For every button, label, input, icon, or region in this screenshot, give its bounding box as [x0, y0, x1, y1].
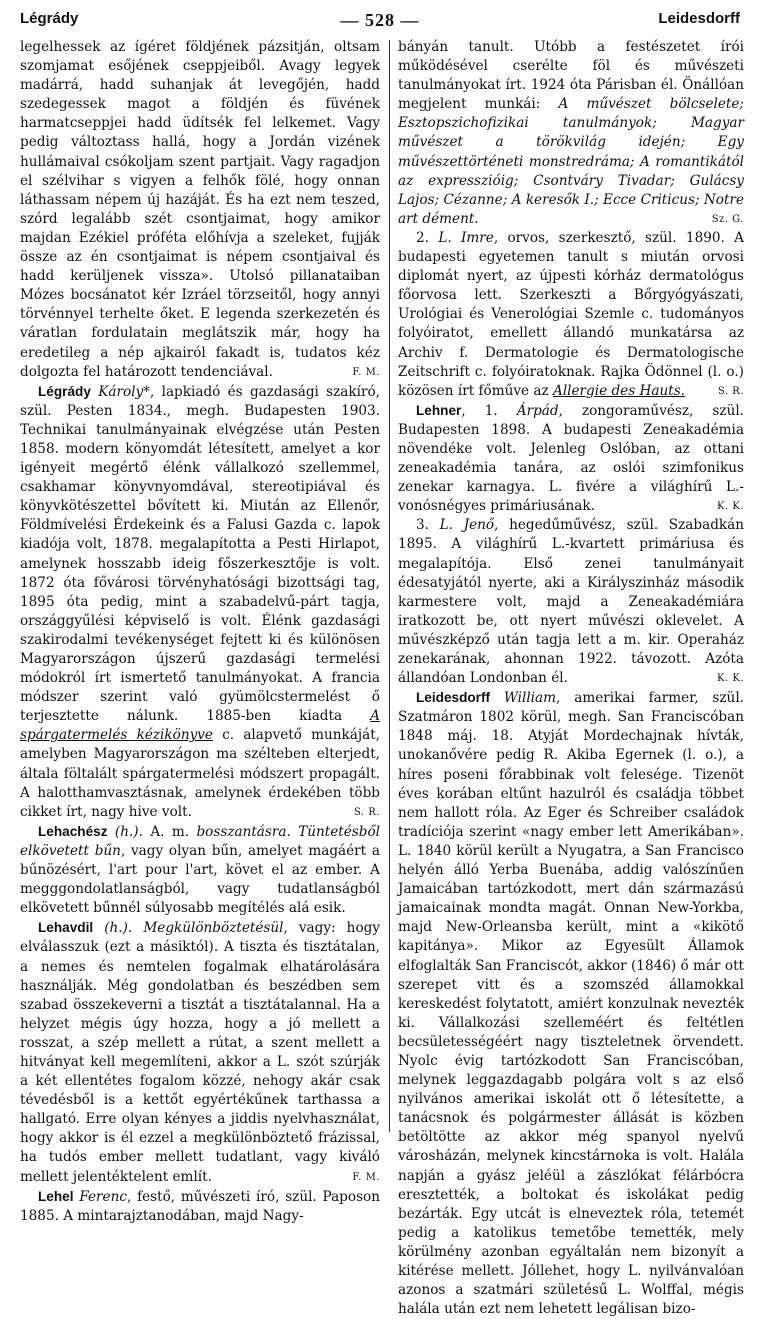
entry-given-name: William — [503, 690, 557, 707]
entry-text: , hegedűművész, szül. Szabadkán 1895. A világhírű L.-kvartett primáriusa és megalapítója. Első zenei tanulmányait édesatyjától nyerte, aki a Királyszinház második karmestere volt, majd a Zeneakadémiára iratkozott be, ott nyert művészi oklevelet. A művészképző után tagja lett a m. kir. Operaház zenekarának, ahonnan 1922. távozott. Azóta állandóan Londonban él. — [398, 517, 744, 687]
entry-headword: Légrády — [38, 383, 91, 399]
entry-given-name: L. Jenő — [439, 517, 495, 534]
author-signature: F. M. — [352, 366, 380, 378]
entry-number: 3. — [416, 517, 429, 534]
works-list: A művészet bölcselete; Esztopszichofizikai tanulmányok; Magyar művészet a törökvilág idején; Egy művészettörténeti monstredráma; A romantikától az expresszióig; Csontváry Tivadar; Gulácsy Lajos; Cézanne; A keresők I.; Ecce Criticus; Notre art dément. — [398, 96, 744, 227]
right-column — [398, 38, 744, 1318]
header-right-guideword: Leidesdorff — [658, 10, 740, 27]
entry-text: , vagy: hogy elválasszuk (ezt a másiktól). A tiszta és tisztátalan, a nemes és nemtelen fogalmak elhatárolására használják. Még gondolatban és beszédben sem szabad összekeverni a tisztát a tisztátalannal. Ha a helyzet mégis úgy hozza, hogy a jó mellett a rosszat, a szép mellett a rútat, a szent mellett a hitványat kell megemlíteni, akkor a L. szót szúrják a két ellentétes fogalom közzé, nehogy akár csak tévedésből is a kettőt egyértékűnek tarthassa a hallgató. Erre olyan kényes a jiddis nyelvhasználat, hogy akkor is él ezzel a megkülönböztető frázissal, ha tudós ember mellett tudatlant, vagy kiváló mellett jelentéktelent említ. — [20, 920, 381, 1185]
entry-given-name: Károly* — [98, 383, 150, 400]
entry-text: , amerikai farmer, szül. Szatmáron 1802 körül, megh. San Franciscóban 1848 máj. 18. Atyját Mordechajnak hívták, unokanővére pedig R. Akiba Egernek (l. o.), a híres poseni főrabbinak volt felesége. Tizenöt éves korában eltűnt hazulról és családja többet nem hallott róla. Az Eger és Schreiber családok tradíciója szerint «nagy ember lett Amerikában». L. 1840 körül került a Nyugatra, a San Francisco helyén álló Yerba Buenába, addig valószínűen Jamaicában tartózkodott, mert dán származású jamaicainak mondta magát. Onnan New-Yorkba, majd New-Orleansba került, mint a «kikötő kapitánya». Mikor az Egyesült Államok elfoglalták San Franciscót, akkor (1846) ő már ott szerepet vitt és a szomszéd államokkal kereskedést folytatott, amiért konzulnak nevezték ki. Vállalkozási szelleméért és feltétlen becsületességéért nagy tiszteletnek örvendett. Nyolc évig tartózkodott San Franciscóban, melynek leggazdagabb polgára volt s az első nyilvános amerikai iskolát ott ő létesítette, a tanácsnok és polgármester állását is közben betöltötte az akkor még spanyol nyelvű városházán, melynek kincstárnoka is volt. Halála napján a gyász jeléül a zászlókat félárbócra eresztették, a boltokat és iskolákat pedig bezárták. Egy utcát is elneveztek róla, tetemét pedig a katolikus temetőbe temették, mely körülmény azonban egyáltalán nem bizonyít a kitérése mellett. Jóllehet, hogy L. nyilvánvalóan azonos a szatmári születésű L. Wolffal, mégis halála után ezt nem lehetett legálisan bizo- — [398, 690, 744, 1318]
author-signature: F. M. — [352, 1171, 380, 1183]
entry-lehel-ferenc — [20, 1187, 380, 1226]
entry-definition: Megkülönböztetésül — [143, 920, 284, 937]
entry-text: , lapkiadó és gazdasági szakíró, szül. Pesten 1834., megh. Budapesten 1903. Technikai tanulmányainak elvégzése után Pesten 1858. modern könyomdát létesített, amelyet a kor igényeit megértő élénk vállalkozó szellemmel, csakhamar könyvnyomdával, stereotipiával és könyvkötészettel bővített ki. Miután az Ellenőr, Földmívelési Érdekeink és a Falusi Gazda c. lapok kiadója volt, 1878. megalapította a Pesti Hirlapot, amelynek hosszabb ideig főszerkesztője is volt. 1872 óta fővárosi törvényhatósági bizottsági tag, 1895 óta pedig, mint a szabadelvű-párt tagja, országgyűlési képviselő is volt. Élénk gazdasági szakirodalmi tevékenységet fejtett ki és különösen Magyarországon újszerű gazdasági termelési módokról írt ismertető tanulmányokat. A francia módszer szerint való gyümölcstermelést ő terjesztette nálunk. 1885-ben kiadta — [20, 383, 381, 725]
entry-text: , vagy olyan bűn, amelyet magáért a bűnözésért, l'art pour l'art, követ el az ember. A megggondolatlanságból, vagy tudatlanságból elkövetett bűnnél súlyosabb megítélés alá esik. — [20, 842, 380, 917]
entry-headword: Lehel — [38, 1188, 74, 1204]
author-signature: K. K. — [717, 673, 744, 685]
entry-headword: Lehavdil — [38, 920, 94, 936]
entry-continuation — [20, 38, 380, 382]
entry-gloss: (h.). — [104, 920, 133, 937]
entry-continuation — [398, 38, 744, 229]
entry-leidesdorff-william — [398, 688, 744, 1319]
book-title: Allergie des Hauts. — [553, 382, 685, 399]
entry-gloss: (h.). — [114, 823, 143, 840]
entry-text: A. m. — [142, 823, 197, 840]
header-left-guideword: Légrády — [20, 10, 79, 27]
author-signature: Sz. G. — [711, 213, 744, 225]
entry-text: , zongoraművész, szül. Budapesten 1898. A budapesti Zeneakadémia növendéke volt. Jelenleg Oslóban, az ottani zeneakadémia tanára, az oslói szimfonikus zenekar karnagya. L. fivére a világhírű L.-vonósnégyes primáriusának. — [398, 402, 744, 515]
entry-number: 2. — [416, 229, 429, 246]
book-title: A spárgatermelés kézikönyve — [20, 708, 380, 744]
left-column — [20, 38, 381, 1224]
page-header — [20, 8, 740, 36]
entry-given-name: L. Imre — [438, 229, 494, 246]
page-number: — 528 — — [340, 10, 420, 30]
entry-given-name: Ferenc — [79, 1188, 127, 1205]
entry-text: c. alapvető munkáját, amelyben Magyarországon ma szélteben elterjedt, általa föltalált spárgatermelési módszert propagált. A halotthamvasztásnak, amelynek érdekében több cikket írt, nagy hive volt. — [20, 727, 381, 820]
entry-number: , 1. — [461, 402, 498, 419]
entry-headword: Leidesdorff — [416, 690, 491, 706]
entry-text: legelhessek az ígéret földjének pázsitján, oltsam szomjamat esőjének cseppjeiből. Avagy legyek madárrá, hadd suhanjak át levegőjén, hadd szedegessek magot a földjén és füvének harmatcseppjei hadd üdítsék fel lelkemet. Vagy pedig változtass hallá, hogy a Jordán vizének hullámaival csókoljam szent partjait. Vagy ragadjon el szélvihar s vigyen a felhők fölé, hogy onnan láthassam népem új hazáját. És ha ezt nem teszed, szórd legalább szét csontjaimat, hogy amikor majdan Ezékiel próféta előhívja a szeleket, fujják össze az én csontjaimat is népem csontjaival és hadd kerüljenek vissza». Utolsó pillanataiban Mózes bocsánatot kér Izráel törzseitől, hogy annyi törvénnyel terhelte őket. E legenda szerkezetén és váratlan fordulatain meglátszik már, hogy ha eredetileg a nép ajkairól fakadt is, tudatos kéz dolgozta fel határozott tendenciával. — [20, 39, 380, 380]
entry-headword: Lehner — [416, 402, 462, 418]
entry-legrady-karoly — [20, 382, 380, 822]
entry-lehel-imre — [398, 229, 744, 401]
entry-given-name: Árpád — [516, 402, 559, 419]
entry-lehavdil — [20, 918, 380, 1186]
entry-lehachesz — [20, 822, 380, 918]
entry-headword: Lehachész — [38, 823, 108, 839]
entry-text: bányán tanult. Utóbb a festészetet írói működésével cserélte föl és művészeti tanulmányokat írt. 1924 óta Párisban él. Önállóan megjelent munkái: — [398, 39, 744, 113]
author-signature: K. K. — [717, 501, 744, 513]
entry-text: , orvos, szerkesztő, szül. 1890. A budapesti egyetemen tanult s miután orvosi diplomát nyert, az újpesti kórház dermatológus főorvosa lett. Szerkeszti a Bőrgyógyászati, Urológiai és Venerológiai Szemle c. tudományos folyóiratot, emellett állandó munkatársa az Archiv f. Dermatologie és Dermatologische Zeitschrift c. folyóiratoknak. Rajka Ödönnel (l. o.) közösen írt főműve az — [398, 229, 744, 399]
entry-lehner-arpad — [398, 401, 744, 517]
author-signature: S. R. — [717, 385, 744, 397]
author-signature: S. R. — [353, 806, 380, 818]
entry-text: , festő, művészeti író, szül. Paposon 1885. A mintarajztanodában, majd Nagy- — [20, 1188, 380, 1224]
column-divider — [389, 40, 390, 1132]
entry-lehner-jeno — [398, 516, 744, 688]
entry-definition: bosszantásra. Tüntetésből elkövetett bűn — [20, 823, 381, 859]
